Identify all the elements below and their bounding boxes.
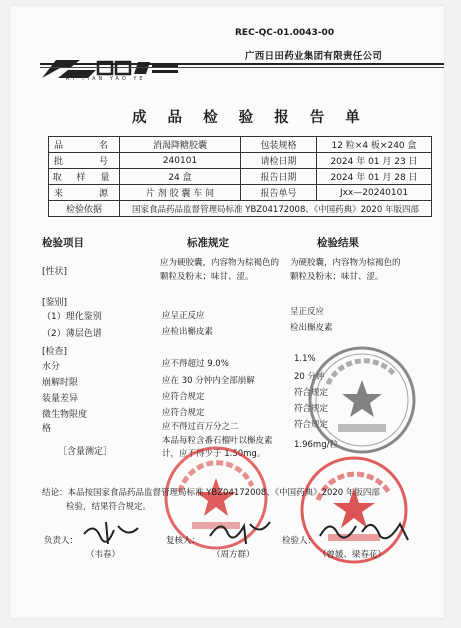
identification-result: 呈正反应 bbox=[290, 307, 325, 317]
head-signature bbox=[80, 518, 142, 548]
conclusion-text: 结论：本品按国家食品药品监督管理局标准 YBZ04172008、《中国药典》2020 年版四部 bbox=[42, 488, 380, 498]
properties-standard: 应为硬胶囊，内容物为棕褐色的 bbox=[160, 258, 280, 268]
report-page bbox=[10, 6, 444, 618]
table-row bbox=[49, 201, 432, 217]
inspection-standard: 应符合规定 bbox=[162, 392, 205, 402]
cell-value: 2024 年 01 月 28 日 bbox=[317, 169, 432, 185]
document-number: REC-QC-01.0043-00 bbox=[235, 28, 335, 38]
reviewer-signature bbox=[204, 516, 274, 548]
table-row bbox=[49, 153, 432, 169]
cell-value: 240101 bbox=[120, 153, 241, 169]
cell-label: 报告单号 bbox=[241, 185, 317, 201]
column-heading-standard: 标准规定 bbox=[187, 237, 229, 249]
inspection-standard: 应在 30 分钟内全部崩解 bbox=[162, 376, 255, 386]
quality-seal bbox=[306, 344, 418, 456]
cell-value: 消渴降糖胶囊 bbox=[120, 137, 241, 153]
header-rule bbox=[40, 63, 444, 65]
inspection-label: [检查] bbox=[42, 347, 68, 357]
cell-value: 12 粒×4 板×240 盒 bbox=[317, 137, 432, 153]
identification-item: （1）理化鉴别 bbox=[42, 312, 102, 322]
header-rule-thin bbox=[40, 67, 444, 68]
inspection-standard: 应符合规定 bbox=[162, 408, 205, 418]
inspection-item: 格 bbox=[42, 424, 52, 434]
assay-label: ［含量测定］ bbox=[58, 447, 113, 457]
head-label: 负责人： bbox=[44, 536, 79, 546]
inspector-label: 检验人： bbox=[282, 536, 317, 546]
inspection-item: 微生物限度 bbox=[42, 410, 88, 420]
inspection-result: 符合规定 bbox=[294, 404, 329, 414]
properties-standard: 颗粒及粉末；味甘、涩。 bbox=[160, 272, 254, 282]
report-title: 成 品 检 验 报 告 单 bbox=[132, 110, 368, 126]
conclusion-text: 检验，结果符合规定。 bbox=[66, 502, 152, 512]
inspector-name: （曾媛、梁春花） bbox=[318, 550, 387, 560]
inspector-signature bbox=[316, 514, 416, 548]
cell-value: 2024 年 01 月 23 日 bbox=[317, 153, 432, 169]
cell-label: 取 样 量 bbox=[49, 169, 120, 185]
identification-item: （2）薄层色谱 bbox=[42, 329, 102, 339]
inspection-item: 装量差异 bbox=[42, 394, 79, 404]
inspection-result: 20 分钟 bbox=[294, 372, 325, 382]
cell-value: 片 剂 胶 囊 车 间 bbox=[120, 185, 241, 201]
cell-label: 批 号 bbox=[49, 153, 120, 169]
head-name: （韦春） bbox=[86, 550, 121, 560]
cell-value: Jxx—20240101 bbox=[317, 185, 432, 201]
cell-label: 检验依据 bbox=[49, 201, 120, 217]
cell-label: 请检日期 bbox=[241, 153, 317, 169]
cell-label: 报告日期 bbox=[241, 169, 317, 185]
logo-subtitle: RI TIAN YAO YE bbox=[66, 76, 146, 82]
reviewer-name: （周方群） bbox=[212, 550, 255, 560]
inspection-result: 符合规定 bbox=[294, 388, 329, 398]
properties-result: 为硬胶囊，内容物为棕褐色的 bbox=[290, 258, 401, 268]
inspection-result: 1.1% bbox=[294, 354, 316, 364]
inspection-standard: 应不得超过 9.0% bbox=[162, 359, 229, 369]
identification-result: 检出槲皮素 bbox=[290, 323, 333, 333]
inspection-item: 崩解时限 bbox=[42, 378, 79, 388]
table-row bbox=[49, 169, 432, 185]
assay-standard: 计，应不得少于 1.50mg。 bbox=[162, 449, 266, 459]
table-row bbox=[49, 137, 432, 153]
identification-label: [鉴别] bbox=[42, 298, 68, 308]
cell-value: 24 盒 bbox=[120, 169, 241, 185]
inspection-item: 水分 bbox=[42, 362, 61, 372]
product-info-table bbox=[48, 136, 432, 217]
cell-label: 来 源 bbox=[49, 185, 120, 201]
properties-result: 颗粒及粉末；味甘、涩。 bbox=[290, 272, 384, 282]
assay-result: 1.96mg/粒 bbox=[294, 440, 338, 450]
cell-label: 品 名 bbox=[49, 137, 120, 153]
properties-label: [性状] bbox=[42, 267, 68, 277]
column-heading-result: 检验结果 bbox=[317, 237, 359, 249]
identification-standard: 应检出槲皮素 bbox=[162, 327, 214, 337]
inspection-standard: 应不得过百万分之二 bbox=[162, 422, 239, 432]
table-row bbox=[49, 185, 432, 201]
company-name: 广西日田药业集团有限责任公司 bbox=[245, 51, 383, 62]
reviewer-label: 复核人： bbox=[166, 536, 201, 546]
cell-value: 国家食品药品监督管理局标准 YBZ04172008、《中国药典》2020 年版四部 bbox=[120, 201, 432, 217]
inspection-result: 符合规定 bbox=[294, 420, 329, 430]
assay-standard: 本品每粒含番石榴叶以槲皮素 bbox=[162, 436, 273, 446]
identification-standard: 应呈正反应 bbox=[162, 311, 205, 321]
column-heading-item: 检验项目 bbox=[42, 237, 84, 249]
cell-label: 包装规格 bbox=[241, 137, 317, 153]
